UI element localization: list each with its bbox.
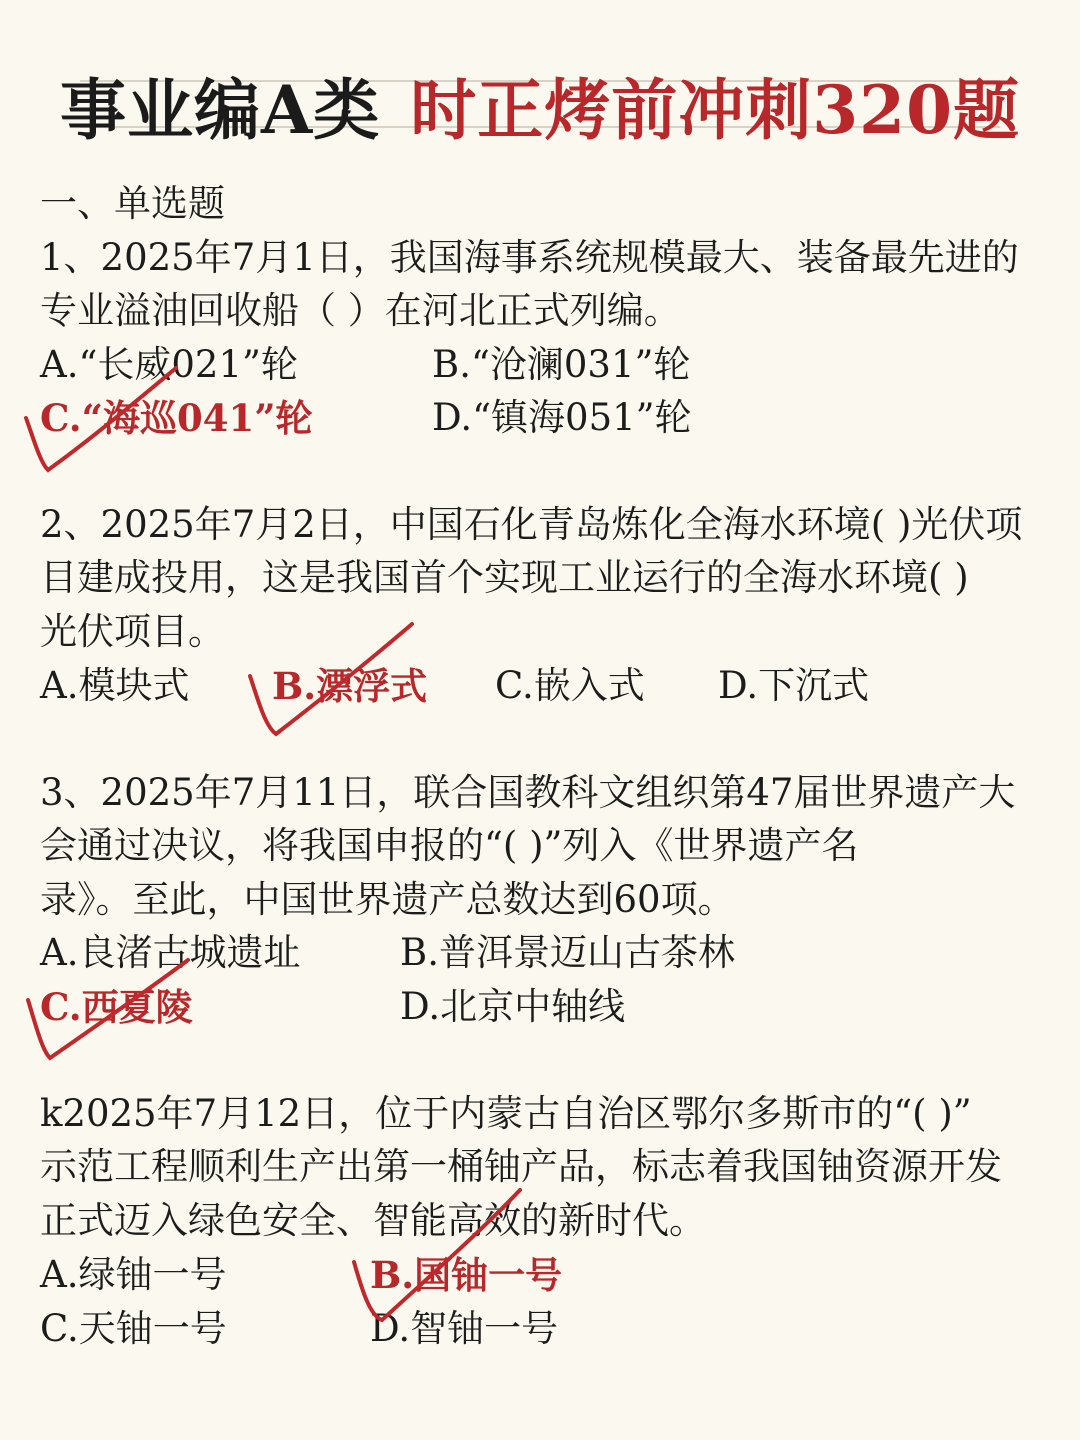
option-d: D.下沉式 xyxy=(718,664,870,707)
page-title xyxy=(0,62,1080,158)
option-d: D.北京中轴线 xyxy=(400,985,626,1028)
option-a: A.“长威021”轮 xyxy=(40,343,298,386)
question-text-line: k2025年7月12日，位于内蒙古自治区鄂尔多斯市的“( )” xyxy=(40,1092,972,1135)
option-a: A.模块式 xyxy=(40,664,190,707)
option-b: B.普洱景迈山古茶林 xyxy=(400,931,735,974)
option-b-correct: B.漂浮式 xyxy=(272,664,428,708)
question-text-line: 录》。至此，中国世界遗产总数达到60项。 xyxy=(40,878,735,921)
option-b-correct: B.国铀一号 xyxy=(370,1253,563,1297)
question-text-line: 1、2025年7月1日，我国海事系统规模最大、装备最先进的 xyxy=(40,236,1019,279)
question-text-line: 光伏项目。 xyxy=(40,610,225,653)
option-a: A.绿铀一号 xyxy=(40,1253,227,1296)
question-text-line: 会通过决议，将我国申报的“( )”列入《世界遗产名 xyxy=(40,824,859,867)
question-text-line: 2、2025年7月2日，中国石化青岛炼化全海水环境( )光伏项 xyxy=(40,503,1023,546)
option-d: D.“镇海051”轮 xyxy=(432,396,692,439)
question-text-line: 示范工程顺利生产出第一桶铀产品，标志着我国铀资源开发 xyxy=(40,1145,1002,1188)
option-c: C.嵌入式 xyxy=(495,664,645,707)
option-c-correct: C.“海巡041”轮 xyxy=(40,396,313,440)
question-text-line: 目建成投用，这是我国首个实现工业运行的全海水环境( ) xyxy=(40,556,969,599)
option-c-correct: C.西夏陵 xyxy=(40,985,193,1029)
question-text-line: 专业溢油回收船（ ）在河北正式列编。 xyxy=(40,289,681,332)
option-d: D.智铀一号 xyxy=(370,1307,559,1350)
section-heading: 一、单选题 xyxy=(40,182,225,225)
title-part2: 时正烤前冲刺320题 xyxy=(410,71,1020,149)
question-text-line: 正式迈入绿色安全、智能高效的新时代。 xyxy=(40,1199,706,1242)
question-text-line: 3、2025年7月11日，联合国教科文组织第47届世界遗产大 xyxy=(40,771,1016,814)
option-a: A.良渚古城遗址 xyxy=(40,931,301,974)
option-b: B.“沧澜031”轮 xyxy=(432,343,691,386)
title-part1: 事业编A类 xyxy=(60,71,381,149)
option-c: C.天铀一号 xyxy=(40,1307,227,1350)
